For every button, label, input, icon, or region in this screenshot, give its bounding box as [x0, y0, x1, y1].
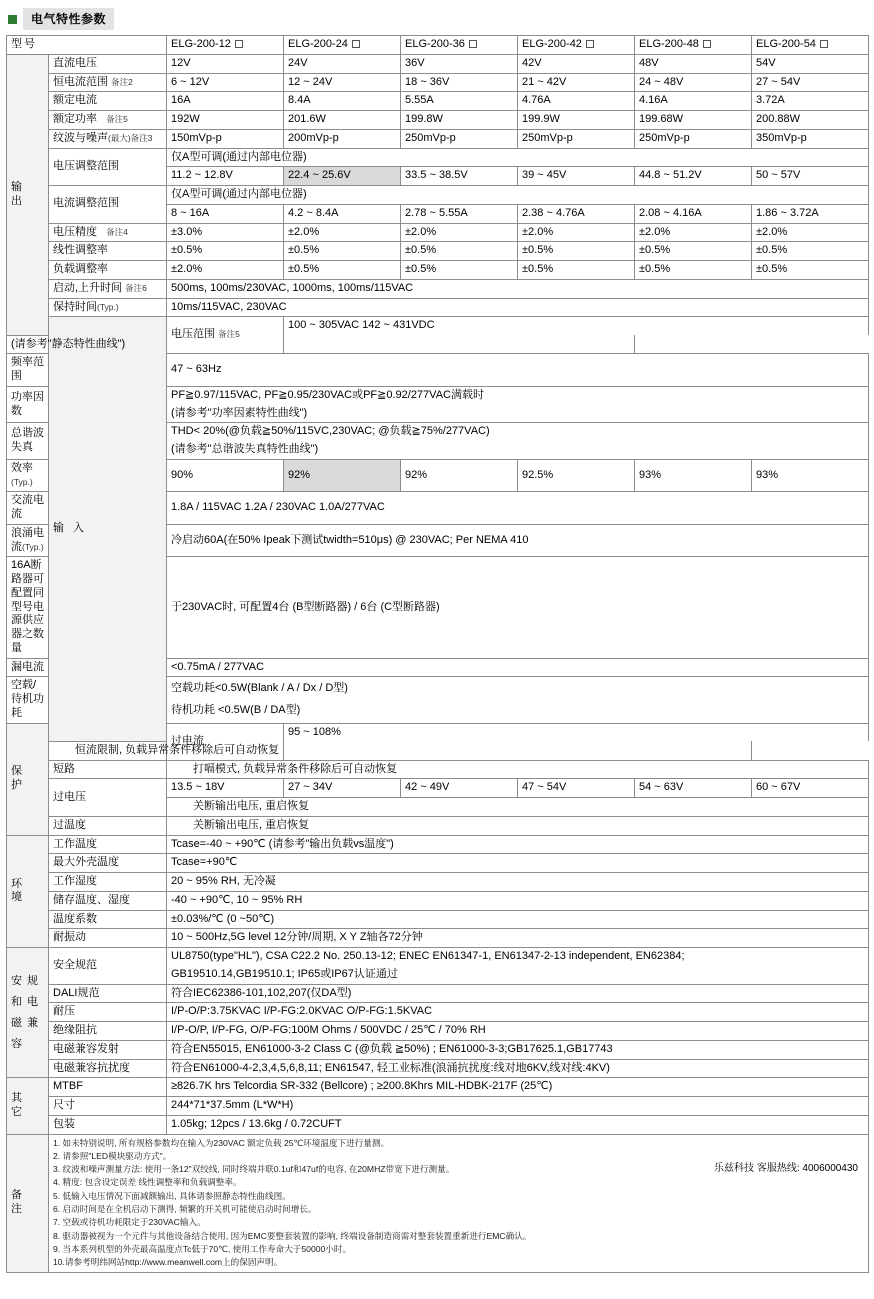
row-label-freq-range: 频率范围: [7, 354, 49, 387]
table-row: [7, 335, 869, 354]
row-label-thd: 总谐波失真: [7, 423, 49, 460]
cell-value: 48V: [635, 54, 752, 73]
label-text: 浪涌电流: [11, 526, 44, 553]
cell-value: ±0.5%: [401, 261, 518, 280]
cell-value: 244*71*37.5mm (L*W*H): [167, 1097, 869, 1116]
checkbox-icon[interactable]: [469, 40, 477, 48]
table-row: [7, 1134, 869, 1272]
note-item: 4. 精度: 包含设定误差 线性调整率和负载调整率。: [53, 1177, 242, 1188]
note-item: 1. 如未特别说明, 所有规格参数均在输入为230VAC 额定负载 25℃环境温度下进行量测。: [53, 1137, 390, 1148]
note-item: 8. 驱动器被视为一个元件与其他设备结合使用, 因为EMC要整套装置的影响, 终端设备制造商需对整套装置重新进行EMC确认。: [53, 1230, 532, 1241]
cell-value: 200.88W: [752, 111, 869, 130]
cell-value: 27 ~ 34V: [284, 779, 401, 798]
cell-value-sub: [167, 798, 869, 817]
notes-wrap: [53, 1137, 864, 1270]
table-row: [7, 741, 869, 760]
cell-value: 4.76A: [518, 92, 635, 111]
label-text: 效率: [11, 461, 33, 474]
row-label-work-humidity: 工作湿度: [49, 873, 167, 892]
note-item: 9. 当本系列机型的外壳最高温度点Tc低于70℃, 使用工作寿命大于50000小时。: [53, 1244, 352, 1254]
desc-text: 关断输出电压, 重启恢复: [193, 818, 310, 831]
cell-value: 201.6W: [284, 111, 401, 130]
cell-value: 250mVp-p: [401, 129, 518, 148]
row-label-startup: [49, 279, 167, 298]
page-title: [8, 8, 868, 30]
row-label-voltage-adj: 电压调整范围: [49, 148, 167, 186]
checkbox-icon[interactable]: [235, 40, 243, 48]
cell-note-span: 仅A型可调(通过内部电位器): [167, 186, 869, 205]
note-item: 5. 低输入电压情况下面减额输出, 具体请参照静态特性曲线图。: [53, 1190, 291, 1201]
cell-value-sub: (请参考"功率因素特性曲线"): [167, 405, 869, 423]
cell-value: ±0.5%: [518, 261, 635, 280]
row-label-dimension: 尺寸: [49, 1097, 167, 1116]
row-label-hold-time: [49, 298, 167, 317]
note-item: 10.请参考明纬网站http://www.meanwell.com上的保固声明。: [53, 1257, 283, 1268]
cell-value: 8 ~ 16A: [167, 204, 284, 223]
cell-value-sub: (请参考"静态特性曲线"): [7, 335, 635, 354]
cell-value: 100 ~ 305VAC 142 ~ 431VDC: [284, 317, 869, 335]
cell-value: PF≧0.97/115VAC, PF≧0.95/230VAC或PF≧0.92/277VAC满载时: [167, 386, 869, 404]
label-note: 备注4: [106, 226, 128, 237]
label-text: 电压精度: [53, 225, 97, 238]
cell-value: 95 ~ 108%: [284, 723, 869, 741]
cell-value: ±0.5%: [167, 242, 284, 261]
table-row: [7, 891, 869, 910]
row-label-overvoltage: 过电压: [49, 779, 167, 817]
cell-value: 44.8 ~ 51.2V: [635, 167, 752, 186]
section-notes: 备 注: [7, 1134, 49, 1272]
cell-value: ±0.5%: [284, 242, 401, 261]
cell-value: 54V: [752, 54, 869, 73]
label-note: 备注5: [218, 329, 240, 340]
table-row: [7, 854, 869, 873]
model-name: ELG-200-54: [756, 38, 816, 50]
model-name: ELG-200-42: [522, 38, 582, 50]
cell-value: 16A: [167, 92, 284, 111]
title-text: 电气特性参数: [23, 8, 114, 30]
cell-value: [167, 760, 869, 779]
cell-value: 4.2 ~ 8.4A: [284, 204, 401, 223]
cell-value: 92%: [401, 459, 518, 492]
cell-value: ±2.0%: [401, 223, 518, 242]
table-row: [7, 54, 869, 73]
cell-value: 21 ~ 42V: [518, 73, 635, 92]
row-label-withstand: 耐压: [49, 1003, 167, 1022]
cell-value: 42 ~ 49V: [401, 779, 518, 798]
section-environment: 环 境: [7, 835, 49, 948]
cell-value: 199.9W: [518, 111, 635, 130]
model-col-3: [401, 36, 518, 55]
section-protection: 保 护: [7, 723, 49, 835]
model-col-2: [284, 36, 401, 55]
checkbox-icon[interactable]: [820, 40, 828, 48]
table-row: [7, 242, 869, 261]
label-note: 备注2: [111, 76, 133, 87]
row-label-vibration: 耐振动: [49, 929, 167, 948]
cell-value: 符合IEC62386-101,102,207(仅DA型): [167, 984, 869, 1003]
table-row: [7, 261, 869, 280]
row-label-rated-current: 额定电流: [49, 92, 167, 111]
table-row: [7, 948, 869, 966]
cell-value: 60 ~ 67V: [752, 779, 869, 798]
row-label-ac-current: 交流电流: [7, 492, 49, 525]
cell-value: ±0.5%: [635, 242, 752, 261]
title-bullet-icon: [8, 15, 17, 24]
cell-value: 47 ~ 54V: [518, 779, 635, 798]
cell-value: I/P-O/P, I/P-FG, O/P-FG:100M Ohms / 500VDC / 25℃ / 70% RH: [167, 1022, 869, 1041]
table-row: [7, 1115, 869, 1134]
desc-text: 恒流限制, 负载异常条件移除后可自动恢复: [75, 743, 280, 756]
cell-value: 54 ~ 63V: [635, 779, 752, 798]
cell-value: 2.78 ~ 5.55A: [401, 204, 518, 223]
cell-value: ≥826.7K hrs Telcordia SR-332 (Bellcore) ; ≥200.8Khrs MIL-HDBK-217F (25℃): [167, 1078, 869, 1097]
table-row: [7, 1097, 869, 1116]
cell-value: 92.5%: [518, 459, 635, 492]
cell-value: 24 ~ 48V: [635, 73, 752, 92]
cell-value: UL8750(type"HL"), CSA C22.2 No. 250.13-12; ENEC EN61347-1, EN61347-2-13 independent, EN62384;: [167, 948, 869, 966]
cell-value: 150mVp-p: [167, 129, 284, 148]
section-output: 输 出: [7, 54, 49, 335]
cell-value: ±2.0%: [752, 223, 869, 242]
table-row: [7, 1059, 869, 1078]
cell-value: 250mVp-p: [635, 129, 752, 148]
cell-value: 192W: [167, 111, 284, 130]
row-label-leakage: 漏电流: [7, 658, 49, 677]
cell-value: THD< 20%(@负载≧50%/115VC,230VAC; @负载≧75%/277VAC): [167, 423, 869, 441]
table-row: [7, 1078, 869, 1097]
notes-list: [53, 1137, 693, 1270]
row-label-ripple-noise: [49, 129, 167, 148]
table-row: [7, 111, 869, 130]
desc-text: 打嗝模式, 负载异常条件移除后可自动恢复: [193, 762, 398, 775]
row-label-standards: 安全规范: [49, 948, 167, 985]
checkbox-icon[interactable]: [586, 40, 594, 48]
cell-value: ±0.5%: [635, 261, 752, 280]
label-note: 备注3: [130, 132, 153, 143]
cell-value-sub: [49, 741, 752, 760]
model-header-label: 型号: [7, 36, 167, 55]
service-hotline: 乐兹科技 客服热线: 4006000430: [714, 1162, 858, 1174]
label-text: 电压范围: [171, 328, 215, 341]
row-label-packing: 包装: [49, 1115, 167, 1134]
cell-value: 199.8W: [401, 111, 518, 130]
cell-value: I/P-O/P:3.75KVAC I/P-FG:2.0KVAC O/P-FG:1.5KVAC: [167, 1003, 869, 1022]
cell-value: 4.16A: [635, 92, 752, 111]
cell-value: 2.08 ~ 4.16A: [635, 204, 752, 223]
table-row: [7, 984, 869, 1003]
cell-value: 12 ~ 24V: [284, 73, 401, 92]
table-row: [7, 760, 869, 779]
cell-value: ±2.0%: [167, 261, 284, 280]
label-note: 备注5: [106, 114, 128, 124]
table-row: [7, 279, 869, 298]
cell-value: 2.38 ~ 4.76A: [518, 204, 635, 223]
cell-value: 27 ~ 54V: [752, 73, 869, 92]
cell-value: ±0.5%: [401, 242, 518, 261]
table-row: [7, 223, 869, 242]
cell-value: 于230VAC时, 可配置4台 (B型断路器) / 6台 (C型断路器): [167, 557, 869, 658]
cell-value: 33.5 ~ 38.5V: [401, 167, 518, 186]
table-row: [7, 779, 869, 798]
cell-value: 90%: [167, 459, 284, 492]
note-item: 2. 请参照"LED模块驱动方式"。: [53, 1150, 172, 1161]
cell-value: 36V: [401, 54, 518, 73]
note-item: 3. 纹波和噪声测量方法: 使用一条12"双绞线, 同时终端并联0.1uf和47uf的电容, 在20MHZ带宽下进行测量。: [53, 1164, 455, 1175]
cell-value: ±0.5%: [518, 242, 635, 261]
table-row: [7, 317, 869, 335]
row-label-load-reg: 负载调整率: [49, 261, 167, 280]
model-col-4: [518, 36, 635, 55]
row-label-breaker: 16A断路器可配置同型号电源供应器之数量: [7, 557, 49, 658]
label-subnote: (最大): [108, 132, 131, 143]
section-safety: 安 规 和 电 磁 兼 容: [7, 948, 49, 1078]
row-label-inrush: [7, 524, 49, 557]
cell-value: -40 ~ +90℃, 10 ~ 95% RH: [167, 891, 869, 910]
label-subnote: (Typ.): [97, 301, 119, 312]
cell-value: 10 ~ 500Hz,5G level 12分钟/周期, X Y Z轴各72分钟: [167, 929, 869, 948]
table-row: [7, 1003, 869, 1022]
label-text: 恒电流范围: [53, 75, 108, 88]
cell-value: 500ms, 100ms/230VAC, 1000ms, 100ms/115VAC: [167, 279, 869, 298]
cell-value: 11.2 ~ 12.8V: [167, 167, 284, 186]
cell-value: ±0.5%: [752, 242, 869, 261]
row-label-rated-power: [49, 111, 167, 130]
row-label-line-reg: 线性调整率: [49, 242, 167, 261]
cell-value: 8.4A: [284, 92, 401, 111]
row-label-current-adj: 电流调整范围: [49, 186, 167, 224]
table-row: [7, 910, 869, 929]
cell-value: ±2.0%: [635, 223, 752, 242]
spec-table: [6, 35, 869, 1273]
cell-value: 250mVp-p: [518, 129, 635, 148]
row-label-storage: 储存温度、湿度: [49, 891, 167, 910]
checkbox-icon[interactable]: [352, 40, 360, 48]
cell-value: ±0.5%: [752, 261, 869, 280]
table-row: [7, 148, 869, 167]
table-row: [7, 929, 869, 948]
cell-note-span: 仅A型可调(通过内部电位器): [167, 148, 869, 167]
note-item: 6. 启动时间是在全机启动下测得, 频繁的开关机可能使启动时间增长。: [53, 1204, 317, 1215]
row-label-cc-range: [49, 73, 167, 92]
section-others: 其 它: [7, 1078, 49, 1134]
label-text: 启动,上升时间: [53, 281, 123, 294]
cell-value: 47 ~ 63Hz: [167, 354, 869, 387]
row-label-isolation: 绝缘阻抗: [49, 1022, 167, 1041]
cell-value: 42V: [518, 54, 635, 73]
cell-value: Tcase=-40 ~ +90℃ (请参考"输出负载vs温度"): [167, 835, 869, 854]
row-label-overtemp: 过温度: [49, 816, 167, 835]
label-note: 备注6: [125, 282, 147, 293]
row-label-mtbf: MTBF: [49, 1078, 167, 1097]
cell-value: Tcase=+90℃: [167, 854, 869, 873]
notes-block: [49, 1134, 869, 1272]
cell-value: 冷启动60A(在50% Ipeak下测试twidth=510μs) @ 230VAC; Per NEMA 410: [167, 524, 869, 557]
cell-value: ±0.03%/℃ (0 ~50℃): [167, 910, 869, 929]
cell-value-sub: (请参考"总谐波失真特性曲线"): [167, 441, 869, 459]
cell-value: 1.86 ~ 3.72A: [752, 204, 869, 223]
model-name: ELG-200-36: [405, 38, 465, 50]
model-name: ELG-200-12: [171, 38, 231, 50]
label-subnote: (Typ.): [11, 476, 33, 487]
cell-value: 1.8A / 115VAC 1.2A / 230VAC 1.0A/277VAC: [167, 492, 869, 525]
table-row: [7, 1022, 869, 1041]
desc-text: 关断输出电压, 重启恢复: [193, 800, 310, 812]
cell-value-sub: [167, 816, 869, 835]
table-row: [7, 873, 869, 892]
cell-value: 350mVp-p: [752, 129, 869, 148]
cell-value: 13.5 ~ 18V: [167, 779, 284, 798]
cell-value: 199.68W: [635, 111, 752, 130]
row-label-dc-voltage: 直流电压: [49, 54, 167, 73]
cell-value: 20 ~ 95% RH, 无冷凝: [167, 873, 869, 892]
table-row: [7, 1040, 869, 1059]
row-label-dali: DALI规范: [49, 984, 167, 1003]
model-col-6: [752, 36, 869, 55]
cell-value: 3.72A: [752, 92, 869, 111]
cell-value: 93%: [635, 459, 752, 492]
table-row: [7, 92, 869, 111]
table-header-row: [7, 36, 869, 55]
cell-value: 12V: [167, 54, 284, 73]
model-col-1: [167, 36, 284, 55]
row-label-voltage-tol: [49, 223, 167, 242]
cell-value: 6 ~ 12V: [167, 73, 284, 92]
label-text: 额定功率: [53, 113, 97, 125]
row-label-power-factor: 功率因数: [7, 386, 49, 423]
table-row: [7, 186, 869, 205]
model-name: ELG-200-24: [288, 38, 348, 50]
model-col-5: [635, 36, 752, 55]
cell-value: 50 ~ 57V: [752, 167, 869, 186]
cell-value: <0.75mA / 277VAC: [167, 658, 869, 677]
row-label-overcurrent: 过电流: [167, 723, 284, 760]
cell-value: 200mVp-p: [284, 129, 401, 148]
table-row: [7, 835, 869, 854]
cell-value: 空载功耗<0.5W(Blank / A / Dx / D型): [167, 677, 869, 700]
row-label-efficiency: [7, 459, 49, 492]
cell-value: 92%: [284, 459, 401, 492]
table-row: [7, 129, 869, 148]
cell-value: 1.05kg; 12pcs / 13.6kg / 0.72CUFT: [167, 1115, 869, 1134]
row-label-noload: 空载/待机功耗: [7, 677, 49, 723]
model-name: ELG-200-48: [639, 38, 699, 50]
table-row: [7, 73, 869, 92]
section-input: 输 入: [49, 317, 167, 742]
row-label-emi: 电磁兼容发射: [49, 1040, 167, 1059]
label-subnote: (Typ.): [22, 541, 44, 552]
cell-value: 39 ~ 45V: [518, 167, 635, 186]
cell-value-sub: 待机功耗 <0.5W(B / DA型): [167, 700, 869, 723]
cell-value: 93%: [752, 459, 869, 492]
note-item: 7. 空载或待机功耗限定于230VAC输入。: [53, 1217, 206, 1228]
row-label-short: 短路: [49, 760, 167, 779]
cell-value: 5.55A: [401, 92, 518, 111]
cell-value: ±2.0%: [518, 223, 635, 242]
cell-value-sub: GB19510.14,GB19510.1; IP65或IP67认证通过: [167, 966, 869, 984]
cell-value: 10ms/115VAC, 230VAC: [167, 298, 869, 317]
cell-value: 22.4 ~ 25.6V: [284, 167, 401, 186]
cell-value: 符合EN61000-4-2,3,4,5,6,8,11; EN61547, 轻工业标准(浪涌抗扰度:线对地6KV,线对线:4KV): [167, 1059, 869, 1078]
row-label-work-temp: 工作温度: [49, 835, 167, 854]
cell-value: ±3.0%: [167, 223, 284, 242]
label-text: 保持时间: [53, 300, 97, 313]
cell-value: 18 ~ 36V: [401, 73, 518, 92]
cell-value: 24V: [284, 54, 401, 73]
row-label-max-case-temp: 最大外壳温度: [49, 854, 167, 873]
cell-value: ±0.5%: [284, 261, 401, 280]
table-row: [7, 298, 869, 317]
checkbox-icon[interactable]: [703, 40, 711, 48]
row-label-emc: 电磁兼容抗扰度: [49, 1059, 167, 1078]
cell-value: 符合EN55015, EN61000-3-2 Class C (@负载 ≧50%) ; EN61000-3-3;GB17625.1,GB17743: [167, 1040, 869, 1059]
row-label-temp-coef: 温度系数: [49, 910, 167, 929]
cell-value: ±2.0%: [284, 223, 401, 242]
label-text: 纹波与噪声: [53, 131, 108, 144]
